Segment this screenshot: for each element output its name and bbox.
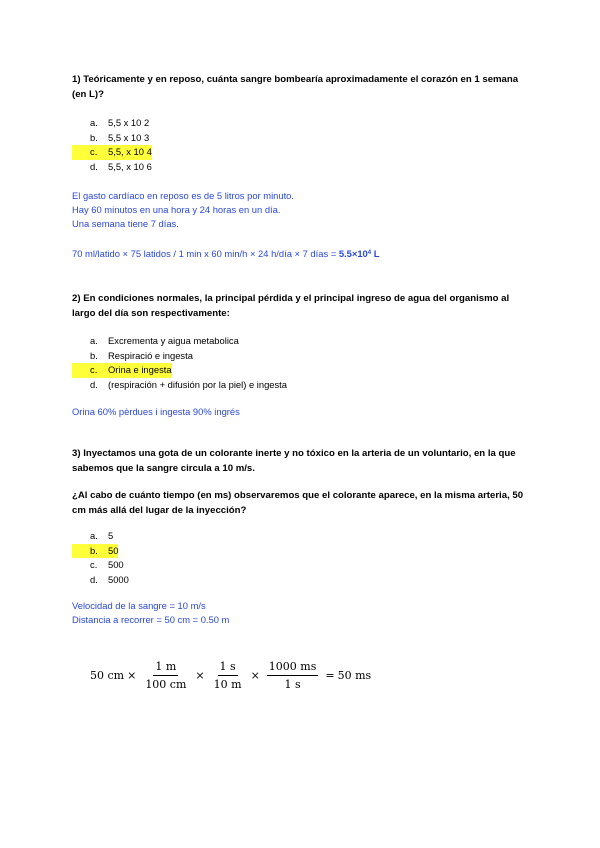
fraction-3: $\frac{1000 ms}{1 s}$ [268, 660, 317, 691]
equation-result: 50 ms [337, 669, 372, 682]
option-b-highlighted: b. 50 [72, 544, 129, 559]
fraction-2: $\frac{1 s}{10 m}$ [213, 660, 242, 691]
option-c-highlighted: c. 5,5, x 10 4 [72, 145, 152, 160]
option-d: d. 5,5, x 10 6 [90, 160, 152, 172]
unit-conversion-equation [90, 660, 371, 691]
question-1-explanation-line-3: Una semana tiene 7 días. [72, 218, 179, 229]
equation-lead: 50 cm [90, 669, 125, 682]
option-d: d. (respiración + difusión por la piel) e ingesta [90, 378, 288, 390]
option-a: a. 5,5 x 10 2 [90, 117, 150, 128]
question-3-title: 3) Inyectamos una gota de un colorante inerte y no tóxico en la arteria de un voluntario, en la que sabemos que la sangre circula a 10 m/s. [72, 448, 516, 474]
option-a: a. Excrementa y aigua metabolica [90, 335, 239, 346]
question-2-explanation: Orina 60% pèrdues i ingesta 90% ingrés [72, 406, 240, 417]
option-c: c. 500 [90, 559, 124, 570]
fraction-1: $\frac{1 m}{100 cm}$ [145, 660, 187, 691]
option-c-highlighted: c. Orina e ingesta [72, 363, 287, 378]
question-3-explanation-line-2: Distancia a recorrer = 50 cm = 0.50 m [72, 614, 230, 625]
option-a: a. 5 [90, 530, 114, 541]
question-3-explanation-line-1: Velocidad de la sangre = 10 m/s [72, 600, 206, 611]
question-3-subtitle: ¿Al cabo de cuánto tiempo (en ms) observaremos que el colorante aparece, en la misma arteria, 50 cm más allá del lugar de la inyección? [72, 490, 524, 516]
question-1-explanation-line-1: El gasto cardíaco en reposo es de 5 litros por minuto. [72, 190, 294, 201]
option-b: b. Respiració e ingesta [90, 349, 193, 361]
question-1-options [72, 116, 152, 174]
option-d: d. 5000 [90, 573, 129, 585]
question-2-options [72, 334, 287, 392]
question-1-title: 1) Teóricamente y en reposo, cuánta sangre bombearía aproximadamente el corazón en 1 semana (en L)? [72, 74, 519, 100]
option-b: b. 5,5 x 10 3 [90, 131, 150, 143]
times-sign: × [250, 669, 260, 682]
question-3-options [72, 529, 129, 587]
question-2-title: 2) En condiciones normales, la principal pérdida y el principal ingreso de agua del organismo al largo del día son respectivamente: [72, 293, 510, 319]
times-sign: × [127, 669, 137, 682]
calculation-result: $5.5\times 10^4$ L [338, 248, 380, 259]
question-1-calculation [72, 247, 379, 262]
times-sign: × [195, 669, 205, 682]
calculation-text: 70 ml/latido × 75 latidos / 1 min x 60 min/h × 24 h/día × 7 días = [72, 248, 339, 259]
equals-sign: = [325, 669, 335, 682]
question-1-explanation-line-2: Hay 60 minutos en una hora y 24 horas en un día. [72, 204, 281, 215]
